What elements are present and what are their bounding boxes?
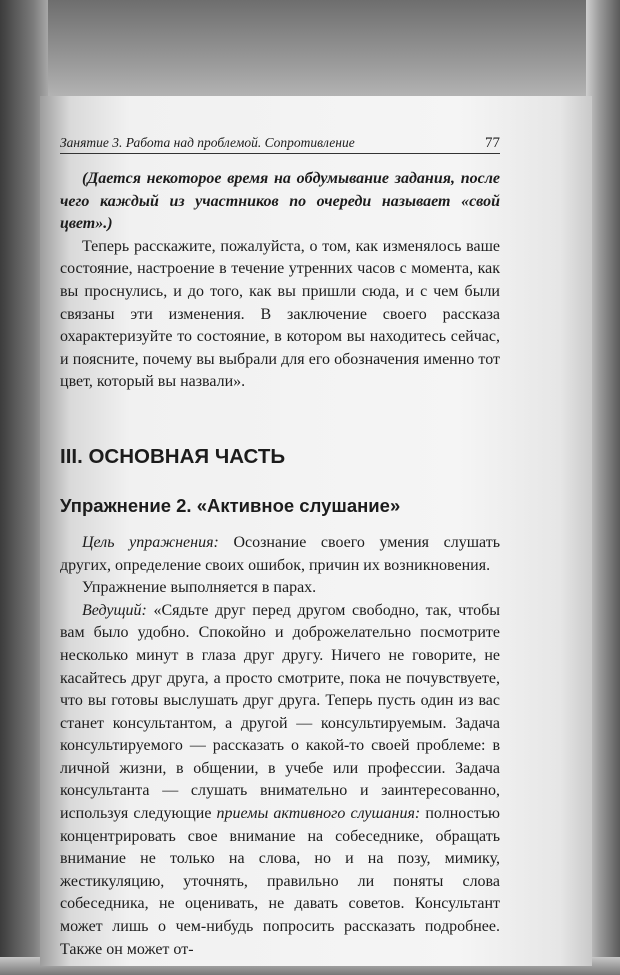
pairs-paragraph: Упражнение выполняется в парах. <box>82 579 317 597</box>
leader-label: Ведущий: <box>82 601 147 619</box>
leader-text-2: полностью концентрировать свое внимание на собеседнике, обращать внимание не только на слова, но и на позу, мимику, жестикуляцию, уточнять, правильно ли поняты слова собеседника, не оценивать, не давать советов. Консультант может лишь о чем-нибудь попросить рассказать подробнее. Также он может от- <box>60 805 501 958</box>
leader-emphasis: приемы активного слушания: <box>216 805 421 823</box>
leader-paragraph <box>60 600 500 962</box>
goal-paragraph <box>60 532 500 577</box>
running-title: Занятие 3. Работа над проблемой. Сопротивление <box>60 135 355 150</box>
leader-text-1: «Сядьте друг перед другом свободно, так, чтобы вам было удобно. Спокойно и доброжелательно посмотрите несколько минут в глаза друг другу. Ничего не говорите, не касайтесь друг друга, а просто смотрите, пока не почувствуете, что вы готовы выслушать друг друга. Теперь пусть один из вас станет консультантом, а другой — консультируемым. Задача консультируемого — рассказать о какой-то своей проблеме: в личной жизни, в общении, в учебе или профессии. Задача консультанта — слушать внимательно и заинтересованно, используя следующие <box>60 601 500 823</box>
page-number: 77 <box>485 135 500 151</box>
paragraph-state-description: Теперь расскажите, пожалуйста, о том, как изменялось ваше состояние, настроение в течение утренних часов с момента, как вы проснулись, и до того, как вы пришли сюда, и с чем были связаны эти изменения. В заключение своего рассказа охарактеризуйте то состояние, в котором вы находитесь сейчас, и поясните, почему вы выбрали для его обозначения именно тот цвет, который вы назвали». <box>60 237 500 391</box>
goal-label: Цель упражнения: <box>82 533 219 551</box>
page-content <box>60 134 500 961</box>
instruction-paragraph: (Дается некоторое время на обдумывание задания, после чего каждый из участников по очереди называет «свой цвет».) <box>60 170 500 233</box>
goal-text: Осознание своего умения слушать других, определение своих ошибок, причин их возникновения. <box>60 533 500 574</box>
running-head <box>60 134 500 154</box>
section-title: III. ОСНОВНАЯ ЧАСТЬ <box>60 444 286 468</box>
scan-top-shadow <box>0 0 620 110</box>
exercise-title: Упражнение 2. «Активное слушание» <box>60 494 401 516</box>
